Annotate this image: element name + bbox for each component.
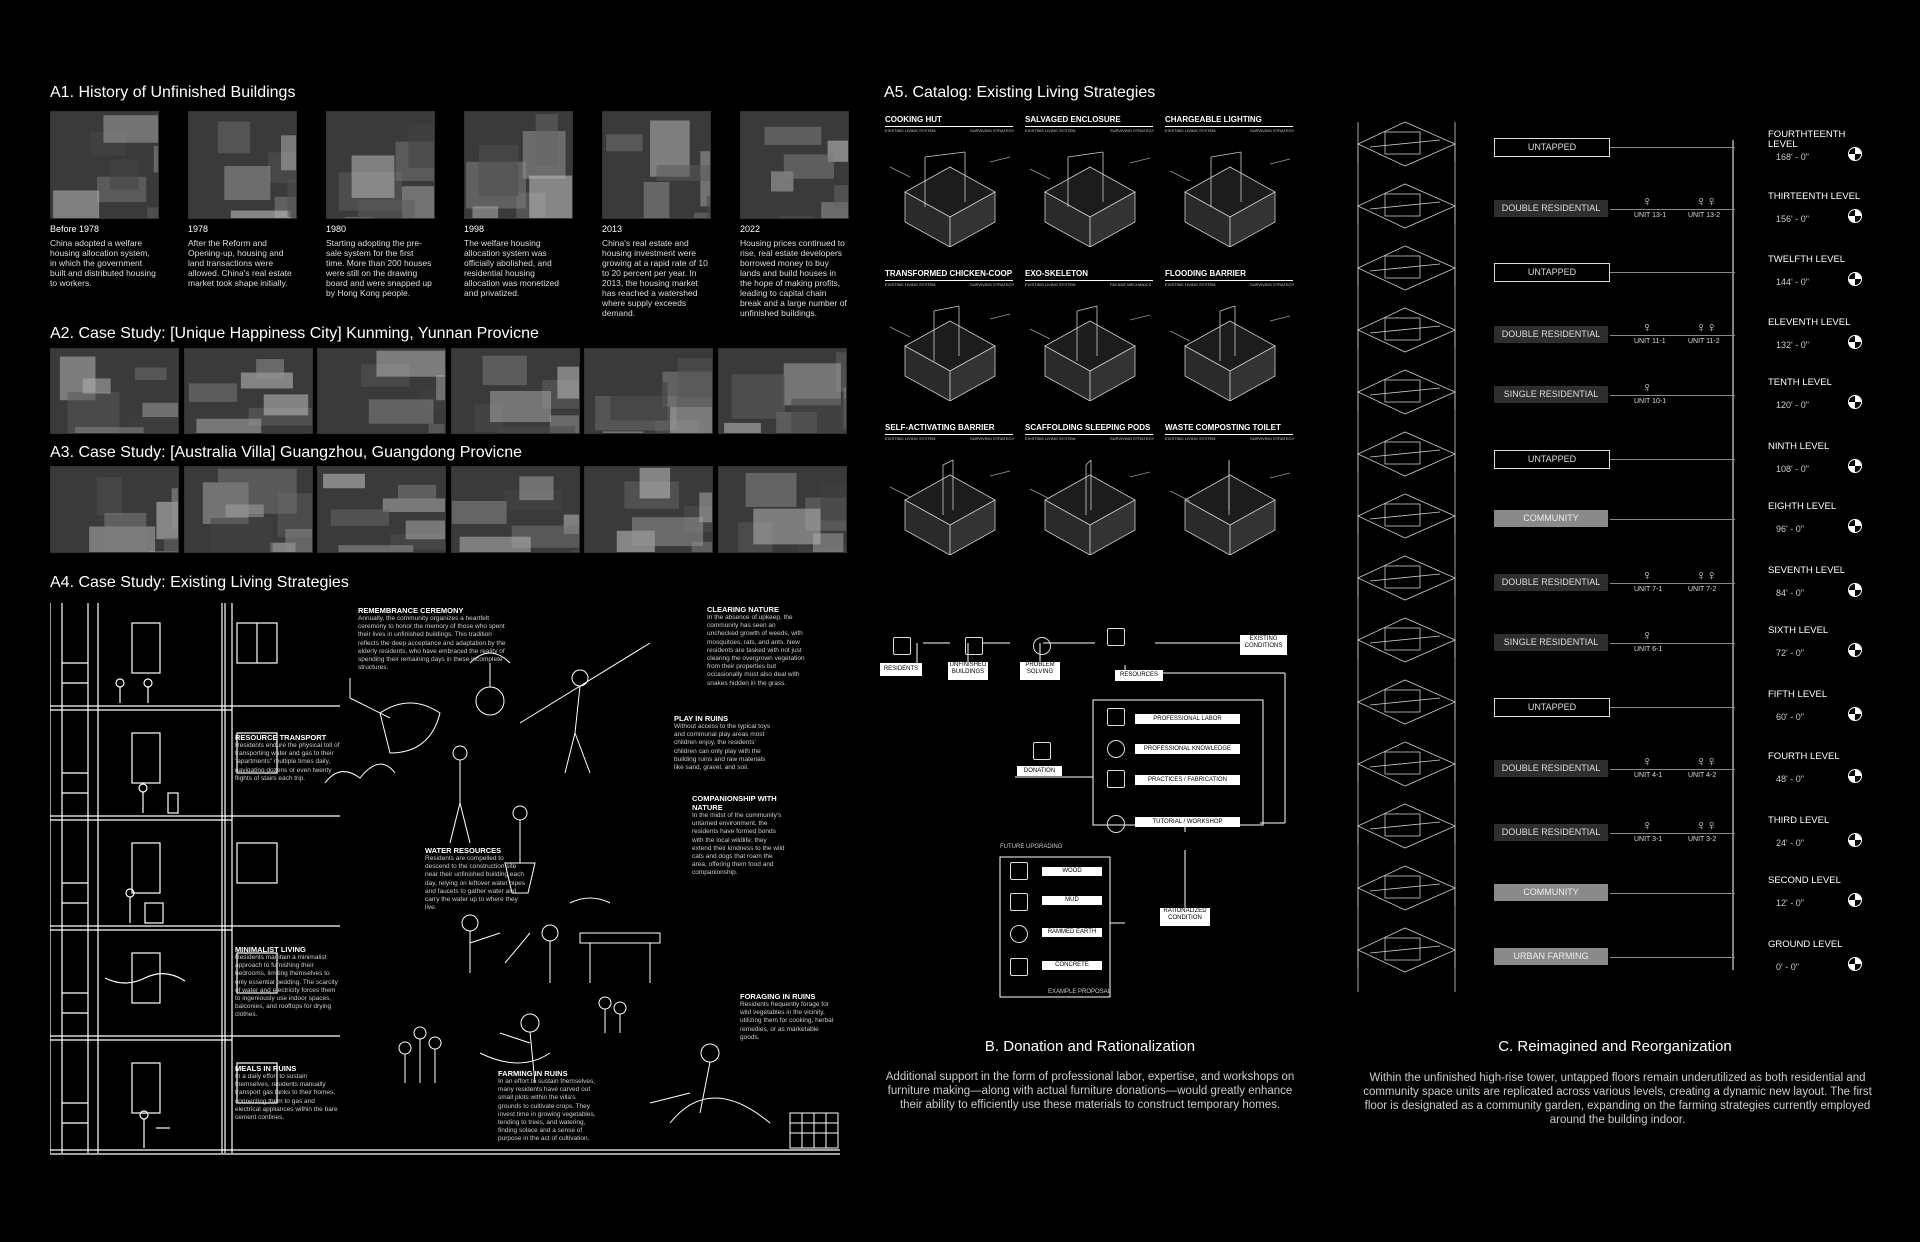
a3-photo [718,466,847,553]
a1-photo [50,111,159,219]
level-tag: COMMUNITY [1494,510,1608,527]
flow-rammed-earth: RAMMED EARTH [1042,928,1102,937]
a5-item-sub: EXISTING LIVING SYSTEM [1165,128,1216,133]
a3-photo [317,466,446,553]
a5-item-sub: EXISTING LIVING SYSTEM [1025,128,1076,133]
a5-item-sub: EXISTING LIVING SYSTEM [1165,436,1216,441]
a5-item-axonometric [1165,445,1295,555]
level-height: 144' - 0" [1776,277,1809,287]
a2-photo [451,348,580,434]
person-icon: ♀ [1642,627,1653,643]
a4-note-title: MINIMALIST LIVING [235,945,306,954]
a2-photo [317,348,446,434]
a3-photo [451,466,580,553]
level-leader-line [1610,893,1735,894]
a4-note-text: In the absence of upkeep, the community has seen an unchecked growth of weeds, with mosquitoes, rats, and ants. New residents are tasked with not just clearing the overgrown vegetation from their properties but occasionally must also deal with snakes hidden in the grass. [707,614,805,687]
a2-photo [584,348,713,434]
a1-year: 2022 [740,224,761,234]
a1-text: China adopted a welfare housing allocation system, in which the government built and distributed housing to workers. [50,238,156,288]
level-height: 108' - 0" [1776,464,1809,474]
level-name: EIGHTH LEVEL [1768,501,1837,512]
unit-label: UNIT 4-1 [1634,772,1663,779]
flow-icon [1010,925,1028,943]
flow-professional-knowledge: PROFESSIONAL KNOWLEDGE [1135,744,1240,754]
a1-text: After the Reform and Opening-up, housing and land transactions were allowed. China's real estate market took shape initially. [188,238,292,288]
a1-photo [326,111,435,219]
flow-icon [1010,893,1028,911]
a2-title: A2. Case Study: [Unique Happiness City] Kunming, Yunnan Provicne [50,325,539,342]
a1-title: A1. History of Unfinished Buildings [50,84,296,101]
a5-item-sub2: SURVIVING STRATEGY [1250,128,1295,133]
level-datum-icon [1848,583,1862,597]
unit-label: UNIT 11-1 [1634,338,1666,345]
flow-concrete: CONCRETE [1042,961,1102,970]
a1-item [50,224,158,288]
level-height: 24' - 0" [1776,838,1804,848]
level-leader-line [1610,335,1735,336]
unit-label: UNIT 10-1 [1634,398,1667,405]
person-icon: ♀♀ [1696,193,1717,209]
a5-item-axonometric [885,445,1015,555]
a1-item [464,224,572,298]
a1-year: Before 1978 [50,224,100,234]
level-height: 132' - 0" [1776,340,1809,350]
person-icon: ♀♀ [1696,567,1717,583]
level-leader-line [1610,833,1735,834]
level-height: 48' - 0" [1776,774,1804,784]
flow-icon [965,637,983,655]
a5-item-axonometric [1165,291,1295,401]
a4-note [425,846,530,912]
level-leader-line [1610,519,1735,520]
level-height: 60' - 0" [1776,712,1804,722]
a4-note [235,733,340,783]
a4-note [358,606,508,672]
a1-year: 1980 [326,224,347,234]
flow-icon [1107,770,1125,788]
a4-note [740,992,835,1042]
flow-tutorial-workshop: TUTORIAL / WORKSHOP [1135,817,1240,827]
a5-item-sub2: FACADE MECHANICS [1110,282,1152,287]
level-height: 12' - 0" [1776,898,1804,908]
unit-label: UNIT 7-1 [1634,586,1663,593]
a5-item-sub2: SURVIVING STRATEGY [970,282,1015,287]
a1-item [602,224,710,318]
level-leader-line [1610,395,1735,396]
level-leader-line [1610,459,1735,460]
flow-problem-solving: PROBLEM SOLVING [1020,662,1060,680]
a4-note [692,794,787,878]
flow-mud: MUD [1042,896,1102,905]
section-b-title: B. Donation and Rationalization [984,1038,1196,1055]
flow-icon [893,637,911,655]
flow-icon [1010,958,1028,976]
section-b-text: Additional support in the form of professional labor, expertise, and workshops on furniture making—along with actual furniture donations—would greatly enhance their ability to efficiently use these materials to construct temporary homes. [885,1071,1295,1111]
section-c-text: Within the unfinished high-rise tower, untapped floors remain underutilized as both residential and community space units are replicated across various levels, creating a dynamic new layout. The first floor is designated as a community garden, expanding on the farming strategies currently employed around the building indoor. [1363,1072,1872,1126]
level-axis-line [1730,140,1750,980]
a5-title: A5. Catalog: Existing Living Strategies [884,84,1156,101]
a5-item-sub2: SURVIVING STRATEGY [1250,436,1295,441]
level-name: GROUND LEVEL [1768,939,1843,950]
a4-note-text: In an effort to sustain themselves, many residents have carved out small plots within the villa's grounds to cultivate crops. They invest time in growing vegetables, tending to trees, and watering, finding solace and a sense of purpose in the act of cultivation. [498,1078,596,1143]
a4-note-text: Annually, the community organizes a heartfelt ceremony to honor the memory of those who spent their lives in unfinished buildings. This tradition reflects the deep acceptance and adaptation by the elderly residents, who have embraced the reality of spending their remaining days in these incomplete structures. [358,615,506,672]
a4-note-text: Residents endure the physical toll of transporting water and gas to their "apartments" multiple times daily, navigating dozens or even twenty flights of stairs each trip. [235,742,340,782]
flow-wood: WOOD [1042,867,1102,876]
a1-photo [740,111,849,219]
level-datum-icon [1848,957,1862,971]
a4-note [235,945,340,1020]
a5-item-title: SELF-ACTIVATING BARRIER [885,423,995,432]
flow-icon [1033,637,1051,655]
flow-icon [1107,708,1125,726]
a5-item-sub: EXISTING LIVING SYSTEM [1025,436,1076,441]
tower-axonometric-drawing [1350,112,1465,992]
level-tag: DOUBLE RESIDENTIAL [1494,760,1608,777]
unit-label: UNIT 3-2 [1688,836,1717,843]
a4-note-text: Residents frequently forage for wild vegetables in the vicinity, utilizing them for cooking, herbal remedies, or as marketable goods. [740,1001,834,1041]
a5-item-title: CHARGEABLE LIGHTING [1165,115,1262,124]
unit-label: UNIT 7-2 [1688,586,1717,593]
a4-note-text: In a daily effort to sustain themselves, residents manually transport gas tanks to their homes, connecting them to gas and electrical appliances within the bare cement confines. [235,1073,338,1122]
person-icon: ♀ [1642,567,1653,583]
flow-icon [1010,862,1028,880]
level-datum-icon [1848,519,1862,533]
a3-photo [184,466,313,553]
level-leader-line [1610,769,1735,770]
level-datum-icon [1848,643,1862,657]
level-datum-icon [1848,272,1862,286]
a5-item-axonometric [1025,137,1155,247]
level-leader-line [1610,707,1735,708]
level-datum-icon [1848,893,1862,907]
a1-item [188,224,296,288]
level-tag: DOUBLE RESIDENTIAL [1494,574,1608,591]
level-datum-icon [1848,147,1862,161]
a5-item-title: COOKING HUT [885,115,942,124]
flow-future-upgrading: FUTURE UPGRADING [1000,844,1063,850]
person-icon: ♀♀ [1696,319,1717,335]
a4-note-title: REMEMBRANCE CEREMONY [358,606,464,615]
a5-item-title: EXO-SKELETON [1025,269,1088,278]
a5-item-sub: EXISTING LIVING SYSTEM [885,436,936,441]
level-tag: UNTAPPED [1494,138,1610,157]
level-height: 120' - 0" [1776,400,1809,410]
level-leader-line [1610,272,1735,273]
level-height: 84' - 0" [1776,588,1804,598]
level-tag: DOUBLE RESIDENTIAL [1494,326,1608,343]
a5-item-sub2: SURVIVING STRATEGY [1110,436,1155,441]
a5-item-axonometric [1165,137,1295,247]
level-name: SECOND LEVEL [1768,875,1841,886]
flow-rationalized-condition: RATIONALIZED CONDITION [1160,908,1210,926]
a5-item-sub: EXISTING LIVING SYSTEM [1165,282,1216,287]
flow-residents: RESIDENTS [880,663,922,676]
level-name: FIFTH LEVEL [1768,689,1828,700]
level-leader-line [1610,147,1735,148]
flow-icon [1107,815,1125,833]
level-leader-line [1610,643,1735,644]
unit-label: UNIT 13-2 [1688,212,1721,219]
a4-note-title: CLEARING NATURE [707,605,779,614]
level-tag: UNTAPPED [1494,263,1610,282]
level-name: SEVENTH LEVEL [1768,565,1846,576]
level-datum-icon [1848,459,1862,473]
a5-item-axonometric [885,137,1015,247]
a1-year: 2013 [602,224,623,234]
level-name: ELEVENTH LEVEL [1768,317,1851,328]
a1-text: Housing prices continued to rise, real estate developers borrowed money to buy lands and build houses in the hope of making profits, leading to capital chain break and a large number of unfinished buildings. [740,238,847,318]
level-leader-line [1610,957,1735,958]
a5-item-sub: EXISTING LIVING SYSTEM [885,128,936,133]
a1-photo [464,111,573,219]
level-datum-icon [1848,833,1862,847]
level-height: 72' - 0" [1776,648,1804,658]
person-icon: ♀♀ [1696,753,1717,769]
a4-note-title: COMPANIONSHIP WITH NATURE [692,794,777,812]
person-icon: ♀ [1642,753,1653,769]
flow-example-proposal: EXAMPLE PROPOSAL [1048,989,1112,995]
a4-note-text: Residents maintain a minimalist approach to furnishing their bedrooms, limiting themselves to only essential bedding. The scarcity of water and electricity forces them to ingeniously use indoor spaces, balconies, and rooftops for drying clothes. [235,954,338,1019]
level-tag: URBAN FARMING [1494,948,1608,965]
a4-note-title: FARMING IN RUINS [498,1069,568,1078]
level-datum-icon [1848,209,1862,223]
level-name: FOURTHTEENTH LEVEL [1768,129,1846,150]
a4-note-text: In the midst of the community's untamed environment, the residents have formed bonds with the local wildlife: they extend their kindness to the wild cats and dogs that roam the area, offering them food and companionship. [692,812,785,877]
unit-label: UNIT 11-2 [1688,338,1720,345]
a1-text: The welfare housing allocation system was officially abolished, and residential housing allocation was monetized and privatized. [464,238,559,298]
level-datum-icon [1848,335,1862,349]
level-tag: SINGLE RESIDENTIAL [1494,386,1608,403]
flow-icon [1107,628,1125,646]
level-leader-line [1610,209,1735,210]
a5-item-title: SCAFFOLDING SLEEPING PODS [1025,423,1151,432]
level-name: TWELFTH LEVEL [1768,254,1846,265]
level-datum-icon [1848,395,1862,409]
a5-item-axonometric [1025,445,1155,555]
a3-photo [50,466,179,553]
level-tag: DOUBLE RESIDENTIAL [1494,824,1608,841]
level-datum-icon [1848,769,1862,783]
level-leader-line [1610,583,1735,584]
a5-item-sub: EXISTING LIVING SYSTEM [1025,282,1076,287]
a4-note-title: WATER RESOURCES [425,846,502,855]
flow-donation: DONATION [1017,766,1062,776]
unit-label: UNIT 3-1 [1634,836,1663,843]
donation-flow-lines [875,625,1295,1000]
a4-note-title: MEALS IN RUINS [235,1064,297,1073]
unit-label: UNIT 6-1 [1634,646,1663,653]
a5-item-sub2: SURVIVING STRATEGY [1250,282,1295,287]
a4-note [707,605,807,688]
level-height: 156' - 0" [1776,214,1809,224]
unit-label: UNIT 4-2 [1688,772,1717,779]
unit-label: UNIT 13-1 [1634,212,1667,219]
flow-existing-conditions: EXISTING CONDITIONS [1240,635,1287,655]
a4-note-title: PLAY IN RUINS [674,714,729,723]
a4-note [235,1064,340,1122]
a1-item [326,224,434,298]
person-icon: ♀ [1642,379,1653,395]
level-name: THIRTEENTH LEVEL [1768,191,1861,202]
a5-item-title: FLOODING BARRIER [1165,269,1246,278]
a2-photo [718,348,847,434]
flow-resources: RESOURCES [1115,670,1163,681]
a1-text: Starting adopting the pre-sale system for the first time. More than 200 houses were still on the drawing board and were snapped up by Hong Kong people. [326,238,432,298]
level-name: TENTH LEVEL [1768,377,1832,388]
flow-practices-fabrication: PRACTICES / FABRICATION [1135,775,1240,785]
a3-photo [584,466,713,553]
a4-note [498,1069,598,1144]
level-height: 168' - 0" [1776,152,1809,162]
a5-item-title: SALVAGED ENCLOSURE [1025,115,1121,124]
a2-photo [50,348,179,434]
a4-note-text: Residents are compelled to descend to the construction site near their unfinished building each day, relying on leftover water pipes and faucets to gather water and carry the water up to where they live. [425,855,525,912]
section-c-title: C. Reimagined and Reorganization [1498,1038,1732,1055]
level-height: 0' - 0" [1776,962,1799,972]
a1-item [740,224,848,318]
a4-title: A4. Case Study: Existing Living Strategies [50,574,349,591]
a4-note-text: Without access to the typical toys and communal play areas most children enjoy, the residents' children can only play with the building ruins and raw materials like sand, gravel, and soil. [674,723,771,772]
level-name: NINTH LEVEL [1768,441,1830,452]
a5-item-sub: EXISTING LIVING SYSTEM [885,282,936,287]
a5-item-sub2: SURVIVING STRATEGY [970,128,1015,133]
person-icon: ♀ [1642,319,1653,335]
level-tag: DOUBLE RESIDENTIAL [1494,200,1608,217]
a1-photo [602,111,711,219]
a5-item-sub2: SURVIVING STRATEGY [1110,128,1155,133]
a1-text: China's real estate and housing investment were growing at a rapid rate of 10 to 20 percent per year. In 2013, the housing market has reached a watershed where supply exceeds demand. [602,238,708,318]
person-icon: ♀ [1642,193,1653,209]
person-icon: ♀♀ [1696,817,1717,833]
a5-item-title: TRANSFORMED CHICKEN-COOP [885,269,1013,278]
person-icon: ♀ [1642,817,1653,833]
a5-item-sub2: SURVIVING STRATEGY [970,436,1015,441]
level-tag: SINGLE RESIDENTIAL [1494,634,1608,651]
a5-item-axonometric [885,291,1015,401]
a1-year: 1998 [464,224,485,234]
a4-note-title: RESOURCE TRANSPORT [235,733,327,742]
level-tag: UNTAPPED [1494,450,1610,469]
level-datum-icon [1848,707,1862,721]
a5-item-title: WASTE COMPOSTING TOILET [1165,423,1281,432]
level-name: THIRD LEVEL [1768,815,1830,826]
level-name: FOURTH LEVEL [1768,751,1840,762]
level-tag: COMMUNITY [1494,884,1608,901]
a5-item-axonometric [1025,291,1155,401]
flow-icon [1107,740,1125,758]
flow-unfinished-buildings: UNFINISHED BUILDINGS [948,662,988,680]
a3-title: A3. Case Study: [Australia Villa] Guangzhou, Guangdong Provicne [50,444,522,461]
level-name: SIXTH LEVEL [1768,625,1829,636]
flow-professional-labor: PROFESSIONAL LABOR [1135,714,1240,724]
level-tag: UNTAPPED [1494,698,1610,717]
a1-year: 1978 [188,224,209,234]
a2-photo [184,348,313,434]
a1-photo [188,111,297,219]
a4-note [674,714,774,772]
level-height: 96' - 0" [1776,524,1804,534]
a4-note-title: FORAGING IN RUINS [740,992,816,1001]
flow-icon [1033,742,1051,760]
